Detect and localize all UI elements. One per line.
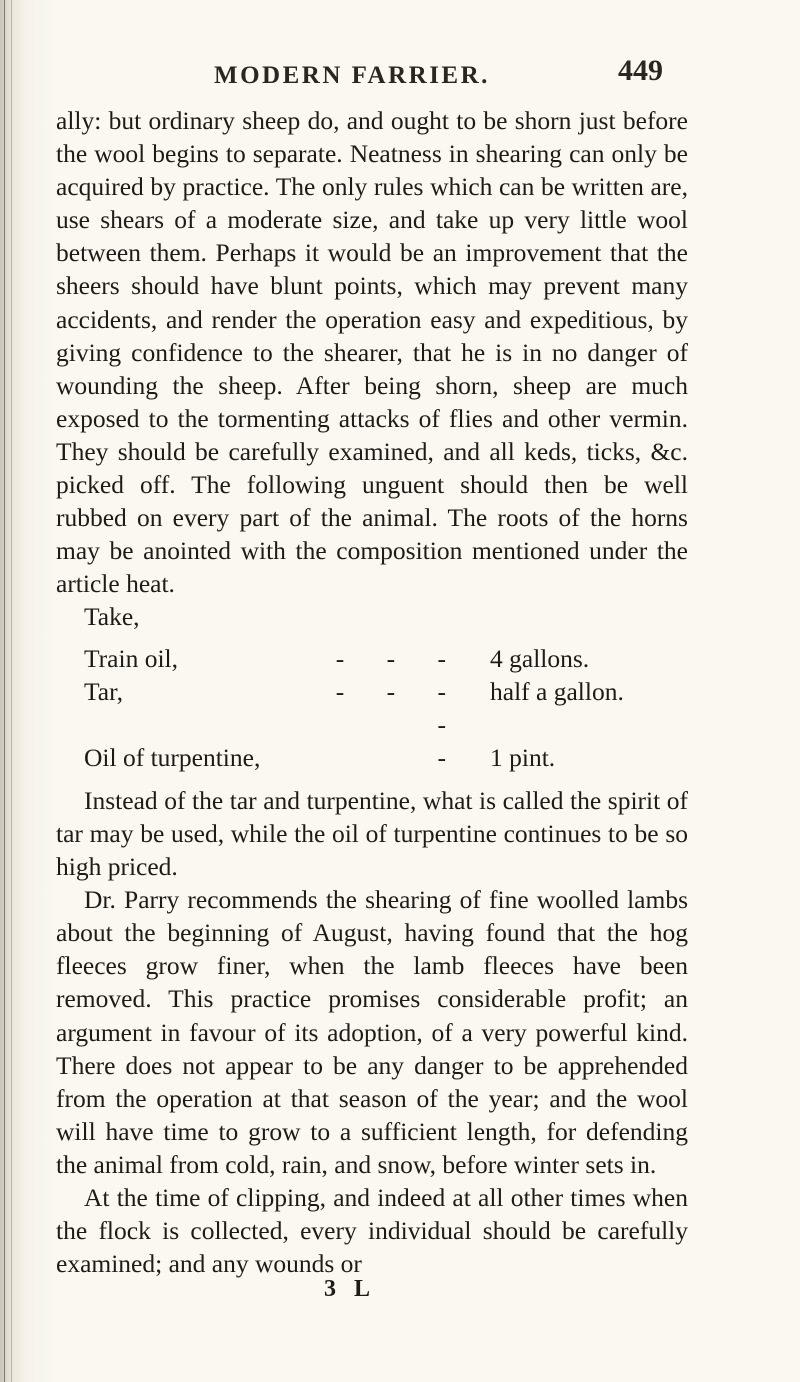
recipe-leader: - - - — [335, 643, 464, 673]
recipe-item — [56, 675, 688, 741]
paragraph-clipping: At the time of clipping, and indeed at all other times when the flock is collected, every individual should be carefully examined; and any wounds or — [56, 1183, 688, 1279]
recipe-item — [56, 741, 688, 774]
recipe-ingredient: Train oil, — [84, 643, 178, 673]
running-head: MODERN FARRIER. — [214, 62, 490, 89]
recipe-quantity: 1 pint. — [490, 742, 556, 772]
recipe-quantity: half a gallon. — [490, 676, 624, 706]
body-text — [56, 104, 688, 1280]
paragraph-tar-substitute: Instead of the tar and turpentine, what is called the spirit of tar may be used, while the oil of turpentine continues to be so high priced. — [56, 785, 688, 882]
signature-mark: 3 L — [324, 1276, 377, 1302]
recipe-ingredient: Tar, — [84, 676, 123, 706]
page-number: 449 — [618, 54, 663, 87]
recipe-ingredient: Oil of turpentine, — [84, 742, 261, 772]
recipe-leader: - — [437, 742, 464, 772]
recipe-list — [56, 642, 688, 774]
binding-edge-shadow — [11, 0, 12, 1382]
recipe-intro: Take, — [84, 602, 140, 632]
recipe-item — [56, 642, 688, 675]
paragraph-shearing: ally: but ordinary sheep do, and ought to be shorn just before the wool begins to separate. Neatness in shearing can only be acquired by practice. The only rules which can be written are, use shears of a moderate size, and take up very little wool between them. Perhaps it would be an improvement that the sheers should have blunt points, which may prevent many accidents, and render the operation easy and expeditious, by giving confidence to the shearer, that he is in no danger of wounding the sheep. After being shorn, sheep are much exposed to the tormenting attacks of flies and other vermin. They should be carefully examined, and all keds, ticks, &c. picked off. The following unguent should then be well rubbed on every part of the animal. The roots of the horns may be anointed with the composition mentioned under the article heat. — [56, 106, 688, 599]
binding-edge — [4, 0, 5, 1382]
recipe-quantity: 4 gallons. — [490, 643, 590, 673]
paragraph-lamb-shearing: Dr. Parry recommends the shearing of fine woolled lambs about the beginning of August, having found that the hog fleeces grow finer, when the lamb fleeces have been removed. This practice promises considerable profit; an argument in favour of its adoption, of a very powerful kind. There does not appear to be any danger to be apprehended from the operation at that season of the year; and the wool will have time to grow to a sufficient length, for defending the animal from cold, rain, and snow, before winter sets in. — [56, 885, 688, 1179]
recipe-leader: - - - - — [335, 676, 464, 739]
